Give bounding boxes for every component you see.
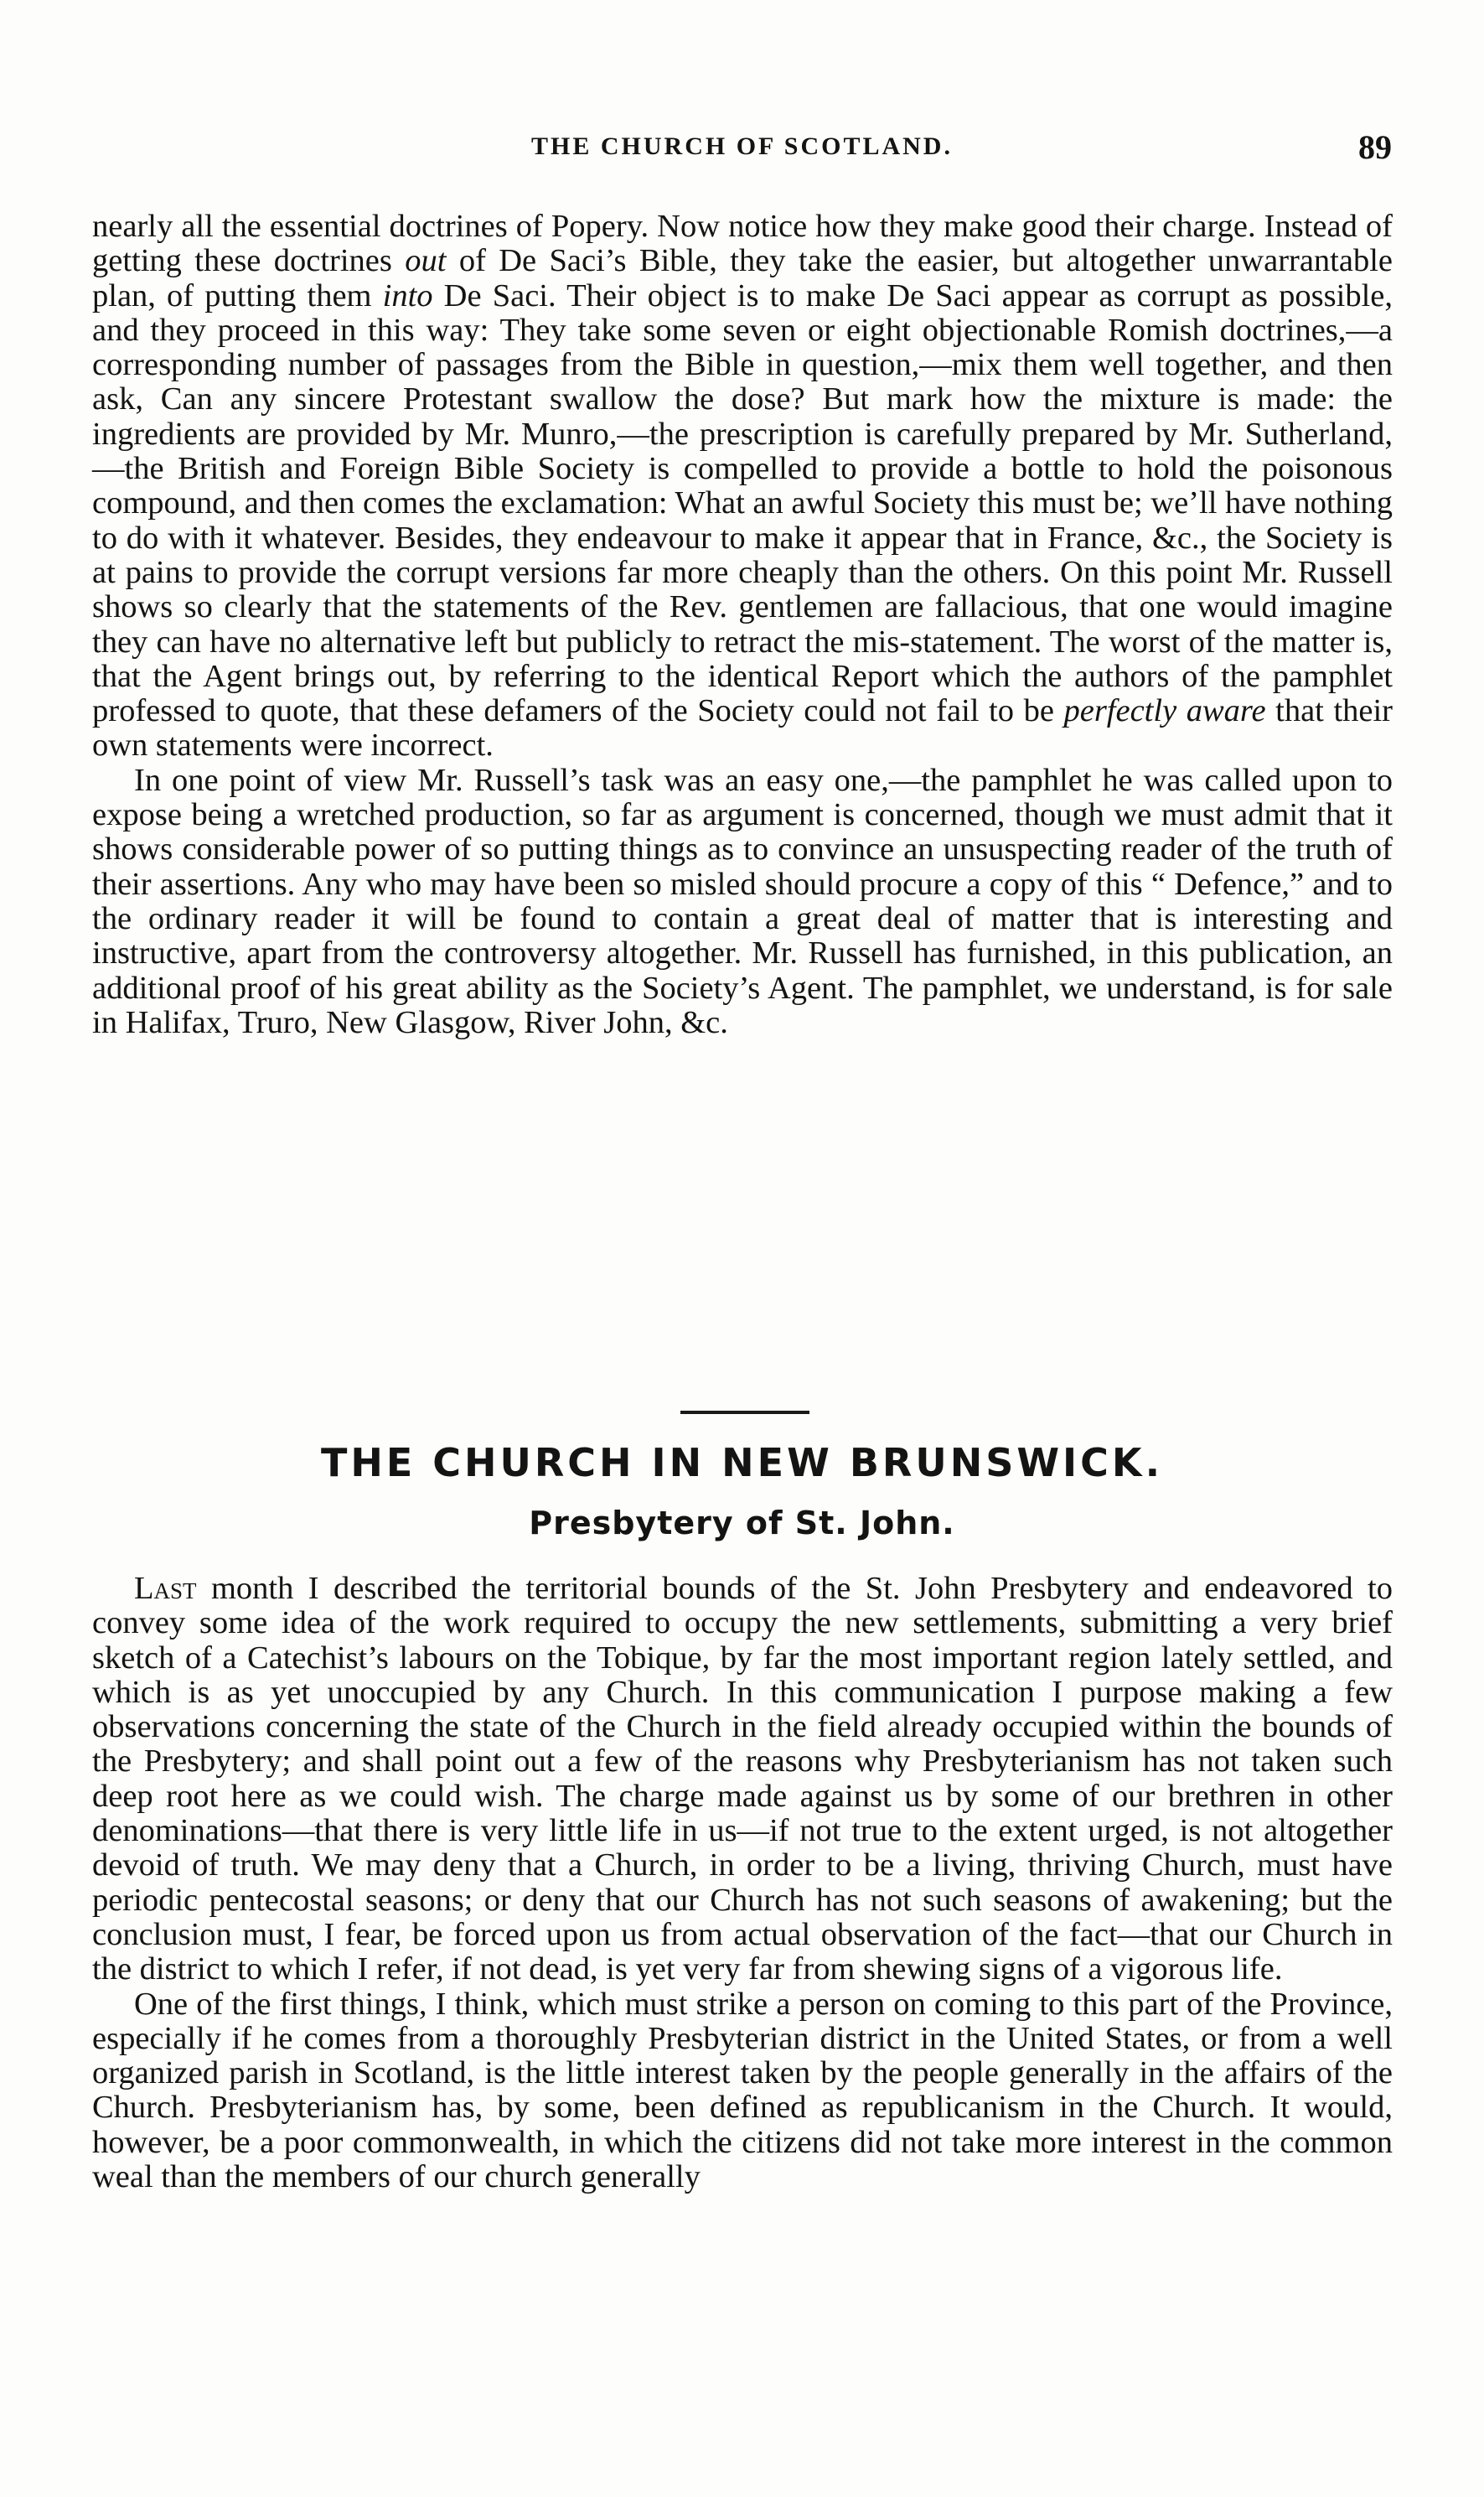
running-title: THE CHURCH OF SCOTLAND. xyxy=(531,132,953,160)
text-run: month I described the territorial bounds of the St. John Presbytery and endeavored to convey some idea of the work required to occupy the new settlements, submitting a very brief sketch of a Catechist’s labours on the Tobique, by far the most important region lately settled, and which is as yet unoccupied by any Church. In this communication I purpose making a few observations concerning the state of the Church in the field already occupied within the bounds of the Presbytery; and shall point out a few of the reasons why Presbyterianism has not taken such deep root here as we could wish. The charge made against us by some of our brethren in other denominations—that there is very little life in us—if not true to the extent urged, is not altogether devoid of truth. We may deny that a Church, in order to be a living, thriving Church, must have periodic pentecostal seasons; or deny that our Church has not such seasons of awakening; but the conclusion must, I fear, be forced upon us from actual observation of the fact—that our Church in the district to which I refer, if not dead, is yet very far from shewing signs of a vigorous life. xyxy=(92,1571,1393,1987)
text-run: One of the first things, I think, which must strike a person on coming to this part of the Province, especially if he comes from a thoroughly Presbyterian district in the United States, or from a well organized parish in Scotland, is the little interest taken by the people generally in the affairs of the Church. Presbyterianism has, by some, been defined as republicanism in the Church. It would, however, be a poor commonwealth, in which the citizens did not take more interest in the common weal than the members of our church generally xyxy=(92,1986,1393,2195)
small-caps-text: Last xyxy=(134,1571,197,1606)
text-run: De Saci. Their object is to make De Saci appear as corrupt as possible, and they proceed in this way: They take some seven or eight objectionable Romish doctrines,—a corresponding number of passages from the Bible in question,—mix them well together, and then ask, Can any sincere Protestant swallow the dose? But mark how the mixture is made: the ingredients are provided by Mr. Munro,—the prescription is carefully prepared by Mr. Sutherland,—the British and Foreign Bible Society is compelled to provide a bottle to hold the poisonous compound, and then comes the exclamation: What an awful Society this must be; we’ll have nothing to do with it whatever. Besides, they endeavour to make it appear that in France, &c., the Society is at pains to provide the corrupt versions far more cheaply than the others. On this point Mr. Russell shows so clearly that the statements of the Rev. gentlemen are fallacious, that one would imagine they can have no alternative left but publicly to retract the mis-statement. The worst of the matter is, that the Agent brings out, by referring to the identical Report which the authors of the pamphlet professed to quote, that these defamers of the Society could not fail to be xyxy=(92,277,1393,729)
section-heading: THE CHURCH IN NEW BRUNSWICK. xyxy=(320,1440,1164,1485)
text-run: that their own statements were incorrect. xyxy=(92,693,1393,764)
italic-text: perfectly aware xyxy=(1063,693,1266,729)
paragraph xyxy=(92,1987,1393,2195)
text-run: of De Saci’s Bible, they take the easier, but altogether unwarrantable plan, of putting them xyxy=(92,243,1393,313)
italic-text: into xyxy=(382,277,433,313)
page-number: 89 xyxy=(1358,128,1392,166)
paragraph xyxy=(92,1572,1393,1987)
article-continuation xyxy=(92,210,1393,1040)
running-head xyxy=(92,128,1392,174)
article-body xyxy=(92,1572,1393,2194)
text-run: nearly all the essential doctrines of Popery. Now notice how they make good their charge. Instead of getting these doctrines xyxy=(92,209,1393,279)
paragraph xyxy=(92,764,1393,1040)
section-divider-rule xyxy=(680,1411,809,1414)
section-subheading: Presbytery of St. John. xyxy=(529,1505,955,1541)
paragraph xyxy=(92,210,1393,764)
italic-text: out xyxy=(405,243,447,279)
text-run: In one point of view Mr. Russell’s task was an easy one,—the pamphlet he was called upon to expose being a wretched production, so far as argument is concerned, though we must admit that it shows considerable power of so putting things as to convince an unsuspecting reader of the truth of their assertions. Any who may have been so misled should procure a copy of this “ Defence,” and to the ordinary reader it will be found to contain a great deal of matter that is interesting and instructive, apart from the controversy altogether. Mr. Russell has furnished, in this publication, an additional proof of his great ability as the Society’s Agent. The pamphlet, we understand, is for sale in Halifax, Truro, New Glasgow, River John, &c. xyxy=(92,762,1393,1040)
